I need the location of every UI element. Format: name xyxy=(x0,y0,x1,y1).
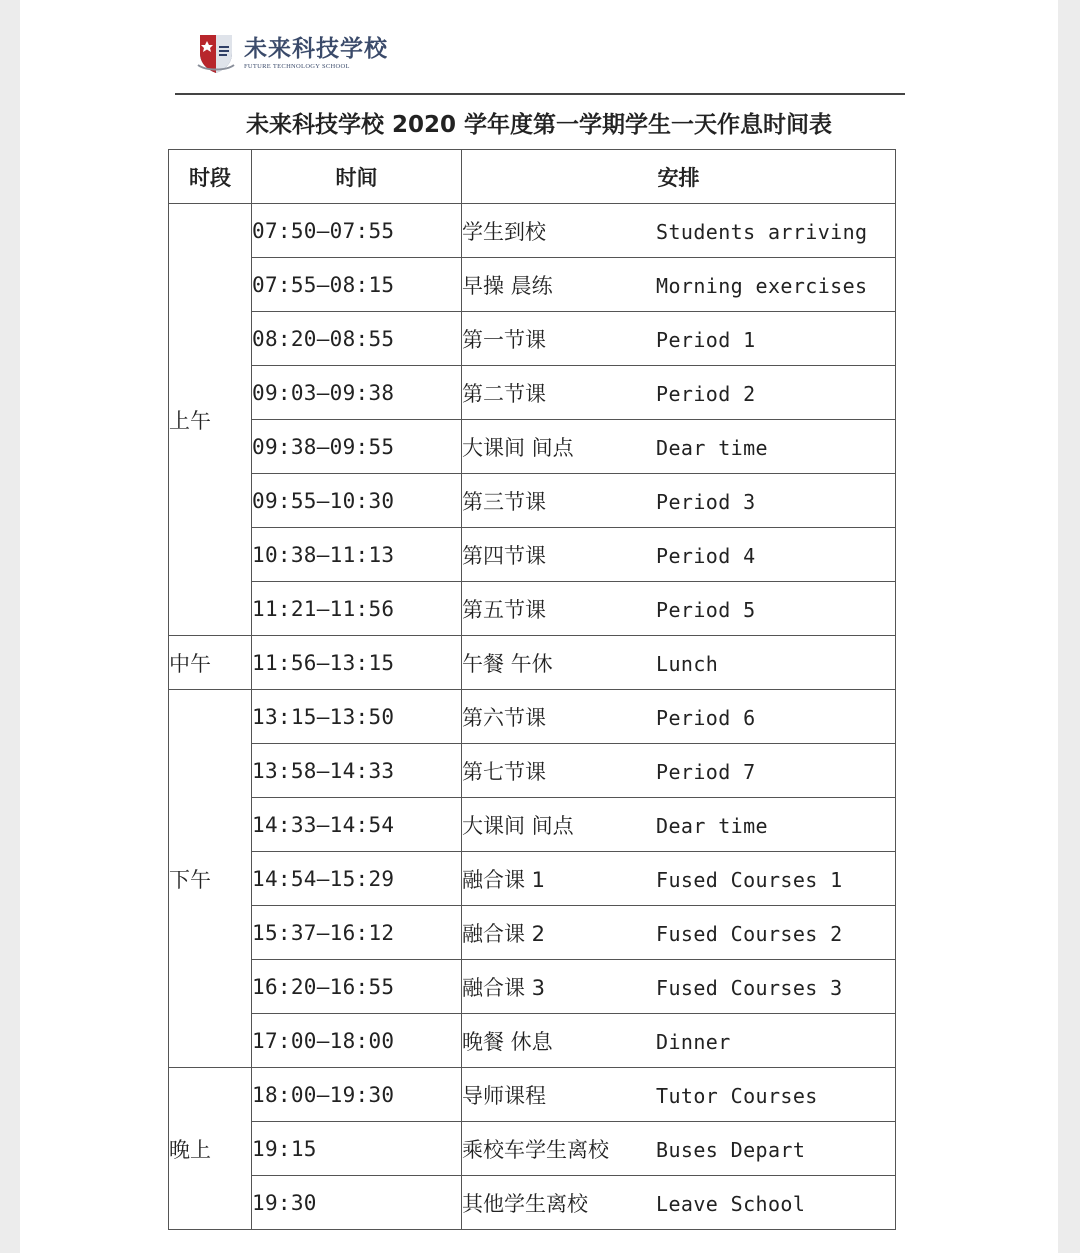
activity-cn: 融合课 1 xyxy=(462,867,546,892)
activity-en: Period 6 xyxy=(656,705,756,730)
table-row xyxy=(169,312,896,366)
activity-en: Period 7 xyxy=(656,759,756,784)
table-row xyxy=(169,1176,896,1230)
table-row xyxy=(169,366,896,420)
activity-cell xyxy=(462,852,896,906)
time-cell: 09:38—09:55 xyxy=(252,420,462,474)
activity-en: Lunch xyxy=(656,651,719,676)
table-row xyxy=(169,636,896,690)
time-cell: 11:21—11:56 xyxy=(252,582,462,636)
activity-cn: 第四节课 xyxy=(462,543,546,568)
school-logo xyxy=(196,30,388,76)
time-cell: 11:56—13:15 xyxy=(252,636,462,690)
activity-cn: 午餐 午休 xyxy=(462,651,553,676)
activity-en: Morning exercises xyxy=(656,273,868,298)
activity-cn: 第三节课 xyxy=(462,489,546,514)
activity-en: Period 1 xyxy=(656,327,756,352)
activity-en: Dinner xyxy=(656,1029,731,1054)
activity-cell xyxy=(462,528,896,582)
table-row xyxy=(169,528,896,582)
activity-cn: 大课间 间点 xyxy=(462,813,574,838)
activity-cell xyxy=(462,960,896,1014)
activity-cell xyxy=(462,474,896,528)
time-cell: 14:54—15:29 xyxy=(252,852,462,906)
time-cell: 13:58—14:33 xyxy=(252,744,462,798)
activity-cell xyxy=(462,1122,896,1176)
activity-cell xyxy=(462,204,896,258)
activity-cell xyxy=(462,582,896,636)
time-cell: 08:20—08:55 xyxy=(252,312,462,366)
time-cell: 19:15 xyxy=(252,1122,462,1176)
activity-cell xyxy=(462,636,896,690)
table-row xyxy=(169,582,896,636)
activity-cell xyxy=(462,744,896,798)
schedule-table xyxy=(168,149,896,1230)
time-cell: 17:00—18:00 xyxy=(252,1014,462,1068)
activity-cn: 第一节课 xyxy=(462,327,546,352)
header-activity: 安排 xyxy=(462,150,896,204)
activity-cell xyxy=(462,1014,896,1068)
time-cell: 19:30 xyxy=(252,1176,462,1230)
activity-cell xyxy=(462,798,896,852)
period-cell: 下午 xyxy=(169,690,252,1068)
activity-cn: 第七节课 xyxy=(462,759,546,784)
table-row xyxy=(169,690,896,744)
table-row xyxy=(169,744,896,798)
activity-en: Period 3 xyxy=(656,489,756,514)
table-row xyxy=(169,1014,896,1068)
header-rule xyxy=(175,93,905,95)
activity-cell xyxy=(462,366,896,420)
activity-cn: 其他学生离校 xyxy=(462,1191,588,1216)
time-cell: 07:55—08:15 xyxy=(252,258,462,312)
time-cell: 09:55—10:30 xyxy=(252,474,462,528)
activity-en: Period 4 xyxy=(656,543,756,568)
activity-cell xyxy=(462,906,896,960)
table-row xyxy=(169,1122,896,1176)
header-period: 时段 xyxy=(169,150,252,204)
activity-en: Period 2 xyxy=(656,381,756,406)
activity-en: Dear time xyxy=(656,813,768,838)
school-shield-icon xyxy=(196,31,236,75)
activity-cell xyxy=(462,312,896,366)
activity-cn: 融合课 2 xyxy=(462,921,546,946)
time-cell: 09:03—09:38 xyxy=(252,366,462,420)
time-cell: 07:50—07:55 xyxy=(252,204,462,258)
activity-en: Fused Courses 2 xyxy=(656,921,843,946)
table-row xyxy=(169,474,896,528)
activity-en: Leave School xyxy=(656,1191,806,1216)
activity-en: Fused Courses 1 xyxy=(656,867,843,892)
time-cell: 14:33—14:54 xyxy=(252,798,462,852)
school-name-cn: 未来科技学校 xyxy=(244,35,388,62)
activity-cell xyxy=(462,690,896,744)
activity-cn: 乘校车学生离校 xyxy=(462,1137,609,1162)
activity-cell xyxy=(462,258,896,312)
time-cell: 13:15—13:50 xyxy=(252,690,462,744)
activity-cn: 导师课程 xyxy=(462,1083,546,1108)
activity-cell xyxy=(462,1068,896,1122)
activity-en: Period 5 xyxy=(656,597,756,622)
table-header-row xyxy=(169,150,896,204)
activity-en: Buses Depart xyxy=(656,1137,806,1162)
activity-cn: 第二节课 xyxy=(462,381,546,406)
activity-cn: 学生到校 xyxy=(462,219,546,244)
activity-en: Fused Courses 3 xyxy=(656,975,843,1000)
activity-en: Tutor Courses xyxy=(656,1083,818,1108)
period-cell: 上午 xyxy=(169,204,252,636)
table-row xyxy=(169,960,896,1014)
table-row xyxy=(169,1068,896,1122)
table-row xyxy=(169,852,896,906)
activity-en: Dear time xyxy=(656,435,768,460)
activity-cell xyxy=(462,1176,896,1230)
time-cell: 16:20—16:55 xyxy=(252,960,462,1014)
time-cell: 10:38—11:13 xyxy=(252,528,462,582)
school-name-en: FUTURE TECHNOLOGY SCHOOL xyxy=(244,62,350,70)
table-row xyxy=(169,420,896,474)
activity-en: Students arriving xyxy=(656,219,868,244)
activity-cell xyxy=(462,420,896,474)
period-cell: 中午 xyxy=(169,636,252,690)
activity-cn: 融合课 3 xyxy=(462,975,546,1000)
activity-cn: 晚餐 休息 xyxy=(462,1029,553,1054)
activity-cn: 早操 晨练 xyxy=(462,273,553,298)
time-cell: 18:00—19:30 xyxy=(252,1068,462,1122)
table-row xyxy=(169,258,896,312)
time-cell: 15:37—16:12 xyxy=(252,906,462,960)
table-row xyxy=(169,906,896,960)
page-title: 未来科技学校 2020 学年度第一学期学生一天作息时间表 xyxy=(245,112,833,138)
header-time: 时间 xyxy=(252,150,462,204)
schedule-body xyxy=(169,204,896,1230)
activity-cn: 第五节课 xyxy=(462,597,546,622)
period-cell: 晚上 xyxy=(169,1068,252,1230)
activity-cn: 第六节课 xyxy=(462,705,546,730)
table-row xyxy=(169,204,896,258)
activity-cn: 大课间 间点 xyxy=(462,435,574,460)
table-row xyxy=(169,798,896,852)
